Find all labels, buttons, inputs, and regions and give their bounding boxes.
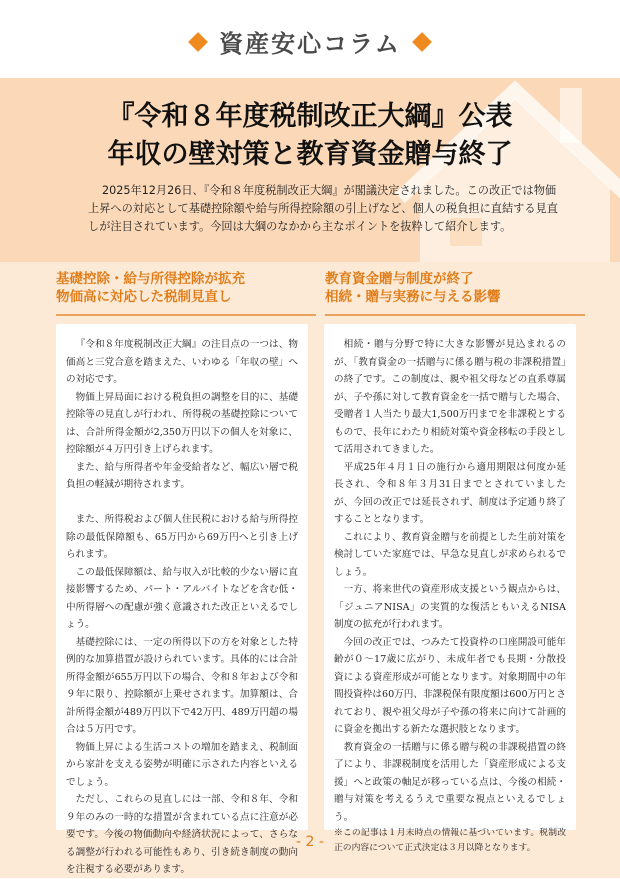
diamond-icon <box>188 32 208 52</box>
paragraph: 教育資金の一括贈与に係る贈与税の非課税措置の終了により、非課税制度を活用した「資産形成による支援」へと政策の軸足が移っている点は、今後の相続・贈与対策を考えるうえで重要な視点といえるでしょう。 <box>334 741 566 823</box>
article-title <box>0 98 620 174</box>
lead-paragraph: 2025年12月26日、『令和８年度税制改正大綱』が閣議決定されました。この改正では物価上昇への対応として基礎控除額や給与所得控除額の引上げなど、個人の税負担に直結する見直しが注目されています。今回は大綱のなかから主なポイントを抜粋して紹介します。 <box>88 184 558 233</box>
right-column-text <box>324 324 576 856</box>
article-body <box>0 262 620 878</box>
paragraph: 一方、将来世代の資産形成支援という観点からは、「ジュニアNISA」の実質的な復活ともいえるNISA制度の拡充が行われます。 <box>334 584 566 630</box>
page-number: - 2 - <box>296 834 324 850</box>
paragraph: この最低保障額は、給与収入が比較的少ない層に直接影響するため、パート・アルバイトなどを含む低・中所得層への配慮が強く意識された改正といえるでしょう。 <box>66 566 298 630</box>
left-column-header <box>56 262 316 316</box>
paragraph: 『令和８年度税制改正大綱』の注目点の一つは、物価高と三党合意を踏まえた、いわゆる「年収の壁」への対応です。 <box>66 339 298 385</box>
paragraph: 物価上昇局面における税負担の調整を目的に、基礎控除等の見直しが行われ、所得税の基礎控除については、合計所得金額が2,350万円以下の個人を対象に、控除額が４万円引き上げられます。 <box>66 391 298 455</box>
paragraph: また、給与所得者や年金受給者など、幅広い層で税負担の軽減が期待されます。 <box>66 461 298 490</box>
column-header <box>0 0 620 78</box>
paragraph: 基礎控除には、一定の所得以下の方を対象とした特例的な加算措置が設けられています。具体的には合計所得金額が655万円以下の場合、令和８年および令和９年に限り、控除額が上乗せされます。加算額は、合計所得金額が489万円以下で42万円、489万円超の場合は５万円です。 <box>66 636 298 735</box>
footnote: ※この記事は１月末時点の情報に基づいています。税制改正の内容について正式決定は３月以降となります。 <box>334 828 566 853</box>
section-heading <box>56 270 316 316</box>
title-line: 年収の壁対策と教育資金贈与終了 <box>107 139 513 170</box>
column-title-text: 資産安心コラム <box>219 30 401 58</box>
right-column-header <box>325 262 585 316</box>
paragraph: また、所得税および個人住民税における給与所得控除の最低保障額も、65万円から69万円へと引き上げられます。 <box>66 514 298 560</box>
diamond-icon <box>412 32 432 52</box>
paragraph: これにより、教育資金贈与を前提とした生前対策を検討していた家庭では、早急な見直しが求められるでしょう。 <box>334 531 566 578</box>
heading-line: 物価高に対応した税制見直し <box>56 289 232 305</box>
heading-line: 教育資金贈与制度が終了 <box>325 271 474 287</box>
paragraph: 今回の改正では、つみたて投資枠の口座開設可能年齢が０～17歳に広がり、未成年者でも長期・分散投資による資産形成が可能となります。対象期間中の年間投資枠は60万円、非課税保有限度額は600万円とされており、親や祖父母が子や孫の将来に向けて計画的に資金を拠出する新たな選択肢となります。 <box>334 636 566 735</box>
column-title <box>0 24 620 59</box>
left-column-card <box>56 324 308 875</box>
hero-banner <box>0 78 620 262</box>
left-column-text <box>56 324 308 879</box>
paragraph: ただし、これらの見直しには一部、令和８年、令和９年のみの一時的な措置が含まれている点に注意が必要です。今後の物価動向や経済状況によって、さらなる調整が行われる可能性もあり、引き続き制度の動向を注視する必要があります。 <box>66 794 298 875</box>
paragraph: 物価上昇による生活コストの増加を踏まえ、税制面から家計を支える姿勢が明確に示された内容といえるでしょう。 <box>66 741 298 788</box>
paragraph: 相続・贈与分野で特に大きな影響が見込まれるのが、「教育資金の一括贈与に係る贈与税の非課税措置」の終了です。この制度は、親や祖父母などの直系尊属が、子や孫に対して教育資金を一括で贈与した場合、受贈者１人当たり最大1,500万円までを非課税とするもので、長年にわたり相続対策や資金移転の手段として活用されてきました。 <box>334 339 566 455</box>
heading-line: 基礎控除・給与所得控除が拡充 <box>56 271 245 287</box>
right-column-card <box>324 324 576 853</box>
section-heading <box>325 270 585 316</box>
heading-line: 相続・贈与実務に与える影響 <box>325 289 501 305</box>
paragraph: 平成25年４月１日の施行から適用期限は何度か延長され、令和８年３月31日までとされていましたが、今回の改正では延長されず、制度は予定通り終了することとなります。 <box>334 461 566 525</box>
title-line: 『令和８年度税制改正大綱』公表 <box>107 101 513 132</box>
